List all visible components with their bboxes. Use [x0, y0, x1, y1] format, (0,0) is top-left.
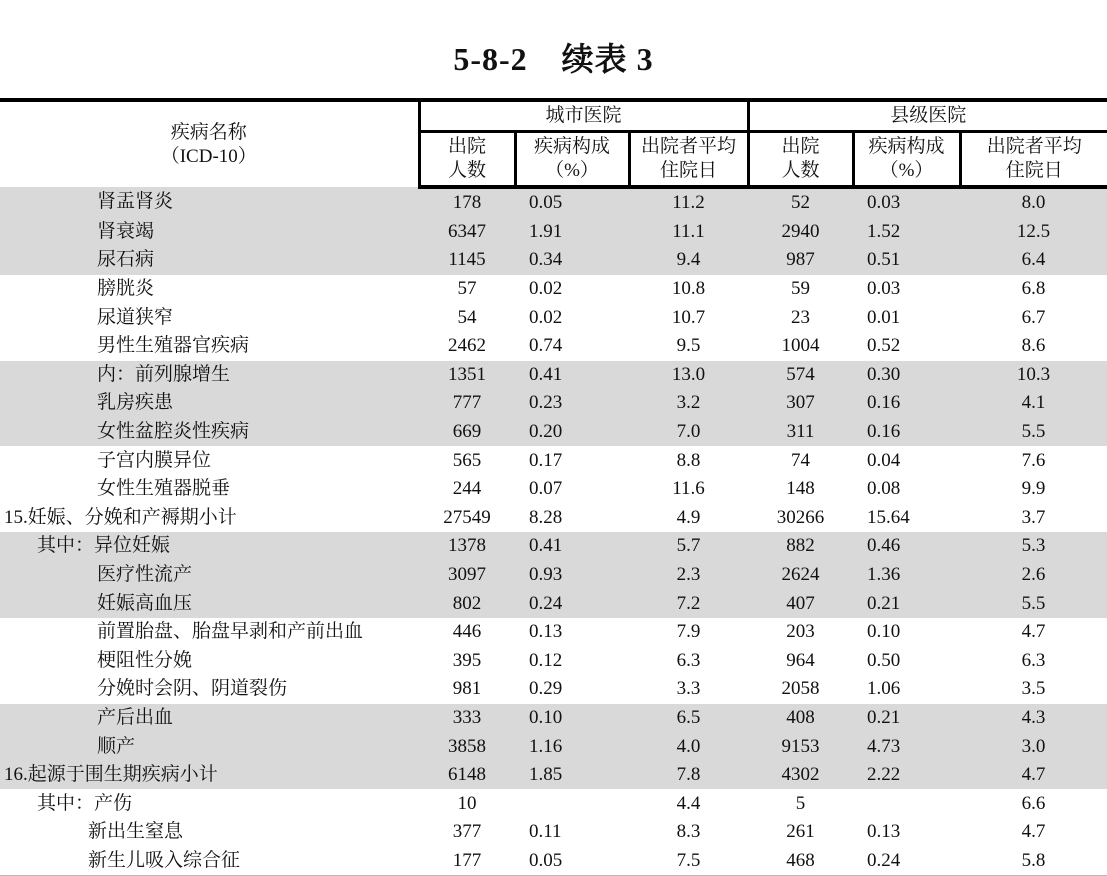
county-avg-days-cell: 5.8	[960, 847, 1107, 876]
city-avg-days-cell: 11.1	[629, 218, 748, 247]
city-pct-cell: 0.05	[515, 187, 629, 218]
disease-name-cell: 医疗性流产	[0, 561, 419, 590]
county-pct-cell: 1.52	[853, 218, 960, 247]
header-group-city: 城市医院	[419, 100, 748, 132]
city-avg-days-cell: 4.0	[629, 732, 748, 761]
disease-name-cell: 前置胎盘、胎盘早剥和产前出血	[97, 621, 364, 643]
city-discharges-cell: 177	[419, 847, 515, 876]
table-row	[0, 275, 1107, 304]
city-avg-days-cell: 7.8	[629, 761, 748, 790]
city-avg-days-cell: 4.4	[676, 792, 701, 814]
city-avg-days-cell: 7.5	[629, 847, 748, 876]
county-pct-cell: 0.46	[853, 532, 960, 561]
table-row	[0, 361, 1107, 390]
county-pct-cell: 0.04	[867, 449, 901, 471]
city-avg-days-cell: 3.2	[629, 389, 748, 418]
city-avg-days-cell: 7.9	[676, 621, 701, 643]
table-row	[0, 446, 1107, 475]
county-pct-cell: 0.21	[853, 704, 960, 733]
city-discharges-cell: 1351	[419, 361, 515, 390]
county-discharges-cell: 574	[748, 361, 853, 390]
city-avg-days-cell: 10.8	[671, 278, 706, 300]
disease-name-cell: 内：前列腺增生	[0, 361, 419, 390]
city-discharges-cell: 54	[457, 306, 477, 328]
county-avg-days-cell: 4.7	[1021, 621, 1046, 643]
disease-name-cell: 女性生殖器脱垂	[97, 478, 231, 500]
table-row	[0, 789, 1107, 818]
header-city-discharges: 出院 人数	[419, 132, 515, 188]
city-pct-cell: 1.85	[515, 761, 629, 790]
city-avg-days-cell: 5.7	[629, 532, 748, 561]
table-row	[0, 847, 1107, 876]
table-row	[0, 504, 1107, 533]
county-pct-cell: 4.73	[853, 732, 960, 761]
table-row	[0, 475, 1107, 504]
county-discharges-cell: 2058	[781, 678, 820, 700]
table-row	[0, 618, 1107, 647]
table-title	[0, 34, 1107, 80]
county-avg-days-cell: 8.6	[1021, 335, 1046, 357]
city-avg-days-cell: 3.3	[676, 678, 701, 700]
county-pct-cell: 0.52	[867, 335, 901, 357]
disease-name-cell: 膀胱炎	[97, 278, 155, 300]
county-avg-days-cell: 6.4	[960, 246, 1107, 275]
city-discharges-cell: 3097	[419, 561, 515, 590]
county-avg-days-cell: 8.0	[960, 187, 1107, 218]
county-avg-days-cell: 6.6	[1021, 792, 1046, 814]
city-pct-cell: 0.93	[515, 561, 629, 590]
county-avg-days-cell: 3.7	[1021, 506, 1046, 528]
county-avg-days-cell: 4.3	[960, 704, 1107, 733]
county-pct-cell: 0.03	[853, 187, 960, 218]
county-discharges-cell: 2940	[748, 218, 853, 247]
city-avg-days-cell: 10.7	[671, 306, 706, 328]
disease-name-cell: 15.妊娠、分娩和产褥期小计	[4, 506, 237, 528]
table-row	[0, 246, 1107, 275]
disease-name-cell: 肾衰竭	[0, 218, 419, 247]
table-row	[0, 561, 1107, 590]
city-avg-days-cell: 13.0	[629, 361, 748, 390]
city-discharges-cell: 333	[419, 704, 515, 733]
county-avg-days-cell: 2.6	[960, 561, 1107, 590]
city-pct-cell: 0.41	[515, 532, 629, 561]
county-discharges-cell: 468	[748, 847, 853, 876]
table-code: 5-8-2	[453, 41, 528, 77]
city-pct-cell: 0.24	[515, 589, 629, 618]
city-pct-cell: 0.34	[515, 246, 629, 275]
county-discharges-cell: 148	[786, 478, 815, 500]
disease-name-cell: 其中：产伤	[37, 792, 133, 814]
county-discharges-cell: 23	[791, 306, 811, 328]
table-row	[0, 675, 1107, 704]
city-pct-cell: 0.11	[529, 821, 562, 843]
city-pct-cell: 0.05	[515, 847, 629, 876]
county-discharges-cell: 52	[748, 187, 853, 218]
city-pct-cell: 0.29	[529, 678, 563, 700]
table-row	[0, 589, 1107, 618]
county-pct-cell: 0.16	[853, 418, 960, 447]
county-pct-cell: 0.01	[867, 306, 901, 328]
disease-name-cell: 肾盂肾炎	[0, 187, 419, 218]
city-discharges-cell: 377	[452, 821, 482, 843]
city-avg-days-cell: 2.3	[629, 561, 748, 590]
city-discharges-cell: 669	[419, 418, 515, 447]
county-discharges-cell: 59	[791, 278, 811, 300]
county-avg-days-cell: 6.3	[1021, 649, 1046, 671]
county-avg-days-cell: 10.3	[960, 361, 1107, 390]
county-pct-cell: 0.10	[867, 621, 901, 643]
city-avg-days-cell: 9.4	[629, 246, 748, 275]
county-discharges-cell: 261	[786, 821, 815, 843]
disease-name-cell: 分娩时会阴、阴道裂伤	[97, 678, 288, 700]
county-discharges-cell: 5	[795, 792, 806, 814]
city-pct-cell: 0.02	[529, 306, 563, 328]
city-discharges-cell: 1145	[419, 246, 515, 275]
county-discharges-cell: 203	[786, 621, 815, 643]
city-pct-cell: 0.17	[529, 449, 563, 471]
table-row	[0, 218, 1107, 247]
city-pct-cell: 0.20	[515, 418, 629, 447]
disease-name-cell: 产后出血	[0, 704, 419, 733]
city-discharges-cell: 178	[419, 187, 515, 218]
city-discharges-cell: 802	[419, 589, 515, 618]
city-avg-days-cell: 8.3	[676, 821, 701, 843]
city-pct-cell: 0.12	[529, 649, 563, 671]
disease-name-cell: 尿石病	[0, 246, 419, 275]
disease-name-cell: 其中：异位妊娠	[0, 532, 419, 561]
city-avg-days-cell: 4.9	[676, 506, 701, 528]
table-row	[0, 704, 1107, 733]
disease-name-cell: 子宫内膜异位	[97, 449, 212, 471]
city-discharges-cell: 2462	[448, 335, 486, 357]
city-pct-cell: 0.02	[529, 278, 563, 300]
county-pct-cell: 0.21	[853, 589, 960, 618]
city-avg-days-cell: 6.5	[629, 704, 748, 733]
header-name-line2: （ICD-10）	[160, 145, 257, 167]
table-row	[0, 732, 1107, 761]
county-discharges-cell: 407	[748, 589, 853, 618]
city-avg-days-cell: 7.2	[629, 589, 748, 618]
county-discharges-cell: 4302	[748, 761, 853, 790]
city-pct-cell: 1.16	[515, 732, 629, 761]
county-discharges-cell: 307	[748, 389, 853, 418]
disease-name-cell: 尿道狭窄	[97, 306, 174, 328]
city-pct-cell: 0.07	[529, 478, 563, 500]
county-discharges-cell: 9153	[748, 732, 853, 761]
city-pct-cell: 0.13	[529, 621, 563, 643]
city-pct-cell	[515, 789, 629, 818]
county-discharges-cell: 2624	[748, 561, 853, 590]
city-discharges-cell: 565	[452, 449, 482, 471]
county-discharges-cell: 311	[748, 418, 853, 447]
disease-name-cell: 新生儿吸入综合征	[0, 847, 419, 876]
county-pct-cell: 2.22	[853, 761, 960, 790]
city-avg-days-cell: 6.3	[676, 649, 701, 671]
city-discharges-cell: 981	[452, 678, 482, 700]
county-avg-days-cell: 4.1	[960, 389, 1107, 418]
county-pct-cell: 0.50	[867, 649, 901, 671]
county-discharges-cell: 882	[748, 532, 853, 561]
city-pct-cell: 1.91	[515, 218, 629, 247]
city-pct-cell: 0.41	[515, 361, 629, 390]
county-avg-days-cell: 5.3	[960, 532, 1107, 561]
header-name-line1: 疾病名称	[170, 121, 247, 143]
disease-name-cell: 女性盆腔炎性疾病	[0, 418, 419, 447]
disease-name-cell: 男性生殖器官疾病	[97, 335, 250, 357]
city-discharges-cell: 27549	[443, 506, 491, 528]
city-pct-cell: 8.28	[529, 506, 563, 528]
county-avg-days-cell: 6.7	[1021, 306, 1046, 328]
table-row	[0, 389, 1107, 418]
city-discharges-cell: 446	[452, 621, 482, 643]
disease-name-cell: 梗阻性分娩	[97, 649, 193, 671]
disease-name-cell: 新出生窒息	[88, 821, 184, 843]
header-county-pct: 疾病构成 （%）	[853, 132, 960, 188]
header-disease-name	[0, 100, 419, 187]
county-avg-days-cell: 4.7	[1021, 821, 1046, 843]
county-pct-cell: 0.30	[853, 361, 960, 390]
county-avg-days-cell: 5.5	[960, 418, 1107, 447]
table-row	[0, 418, 1107, 447]
city-avg-days-cell: 7.0	[629, 418, 748, 447]
county-pct-cell: 15.64	[867, 506, 910, 528]
city-pct-cell: 0.74	[529, 335, 563, 357]
county-avg-days-cell: 7.6	[1021, 449, 1046, 471]
disease-name-cell: 乳房疾患	[0, 389, 419, 418]
header-city-avg-days: 出院者平均 住院日	[629, 132, 748, 188]
header-group-county: 县级医院	[748, 100, 1107, 132]
county-discharges-cell: 30266	[776, 506, 825, 528]
city-avg-days-cell: 9.5	[676, 335, 701, 357]
county-avg-days-cell: 3.0	[960, 732, 1107, 761]
disease-name-cell: 妊娠高血压	[0, 589, 419, 618]
city-discharges-cell: 777	[419, 389, 515, 418]
county-avg-days-cell: 12.5	[960, 218, 1107, 247]
city-discharges-cell: 3858	[419, 732, 515, 761]
city-avg-days-cell: 8.8	[676, 449, 701, 471]
county-pct-cell: 0.13	[867, 821, 901, 843]
county-pct-cell: 0.24	[853, 847, 960, 876]
county-avg-days-cell: 3.5	[1021, 678, 1046, 700]
header-county-discharges: 出院 人数	[748, 132, 853, 188]
header-county-avg-days: 出院者平均 住院日	[960, 132, 1107, 188]
city-avg-days-cell: 11.2	[629, 187, 748, 218]
table-row	[0, 647, 1107, 676]
county-discharges-cell: 964	[786, 649, 815, 671]
county-avg-days-cell: 6.8	[1021, 278, 1046, 300]
county-avg-days-cell: 9.9	[1021, 478, 1046, 500]
county-discharges-cell: 408	[748, 704, 853, 733]
disease-name-cell: 16.起源于围生期疾病小计	[0, 761, 419, 790]
county-discharges-cell: 74	[791, 449, 811, 471]
county-discharges-cell: 987	[748, 246, 853, 275]
county-pct-cell: 0.08	[867, 478, 901, 500]
city-discharges-cell: 6347	[419, 218, 515, 247]
county-pct-cell: 0.16	[853, 389, 960, 418]
disease-name-cell: 顺产	[0, 732, 419, 761]
city-pct-cell: 0.23	[515, 389, 629, 418]
table-row	[0, 532, 1107, 561]
table-row	[0, 332, 1107, 361]
city-discharges-cell: 1378	[419, 532, 515, 561]
table-row	[0, 761, 1107, 790]
city-discharges-cell: 395	[452, 649, 482, 671]
city-discharges-cell: 57	[457, 278, 477, 300]
header-city-pct: 疾病构成 （%）	[515, 132, 629, 188]
city-avg-days-cell: 11.6	[672, 478, 705, 500]
county-pct-cell	[853, 789, 960, 818]
county-pct-cell: 1.36	[853, 561, 960, 590]
table-row	[0, 187, 1107, 218]
county-avg-days-cell: 4.7	[960, 761, 1107, 790]
county-discharges-cell: 1004	[781, 335, 820, 357]
county-avg-days-cell: 5.5	[960, 589, 1107, 618]
table-suffix: 续表 3	[561, 41, 654, 77]
city-pct-cell: 0.10	[515, 704, 629, 733]
city-discharges-cell: 6148	[419, 761, 515, 790]
city-discharges-cell: 10	[457, 792, 477, 814]
county-pct-cell: 0.51	[853, 246, 960, 275]
county-pct-cell: 0.03	[867, 278, 901, 300]
county-pct-cell: 1.06	[867, 678, 901, 700]
statistics-table	[0, 98, 1107, 876]
table-row	[0, 818, 1107, 847]
city-discharges-cell: 244	[452, 478, 482, 500]
table-row	[0, 303, 1107, 332]
